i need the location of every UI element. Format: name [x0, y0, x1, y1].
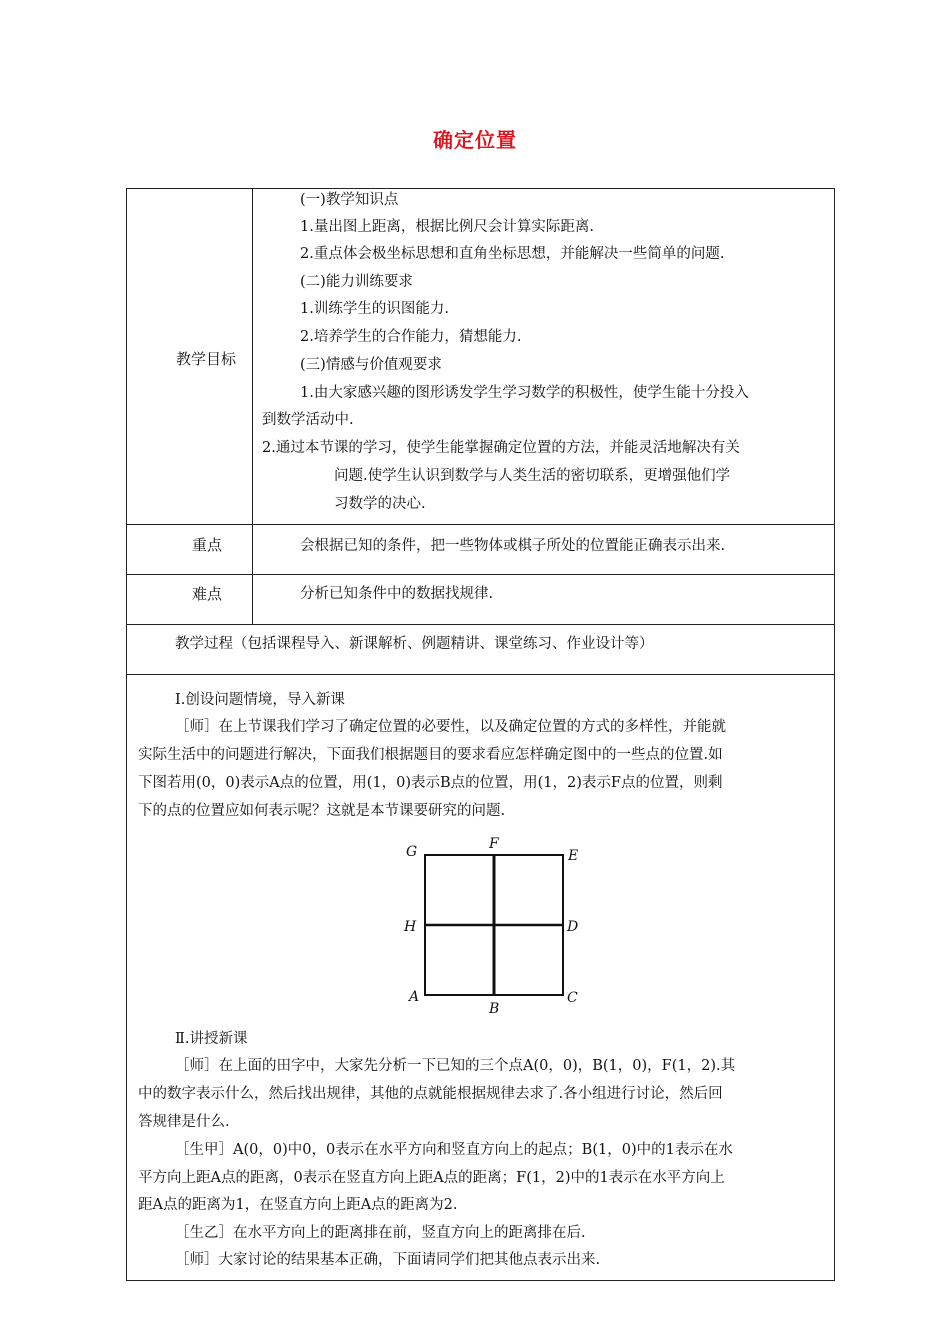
point-label-g: G: [406, 844, 418, 860]
objective-line: 2.重点体会极坐标思想和直角坐标思想，并能解决一些简单的问题.: [300, 246, 725, 262]
point-label-b: B: [489, 1001, 500, 1017]
objective-line: 问题.使学生认识到数学与人类生活的密切联系，更增强他们学: [334, 468, 731, 484]
key-point-label: 重点: [192, 536, 223, 554]
objective-line: 习数学的决心.: [334, 496, 426, 512]
section2-line: 距A点的距离为1，在竖直方向上距A点的距离为2.: [138, 1197, 458, 1213]
section1-line: 下图若用(0，0)表示A点的位置，用(1，0)表示B点的位置，用(1，2)表示F点的位置，则剩: [138, 775, 723, 791]
page-title: 确定位置: [433, 128, 517, 152]
objective-line: 1.由大家感兴趣的图形诱发学生学习数学的积极性，使学生能十分投入: [300, 385, 749, 401]
objective-line: 1.训练学生的识图能力.: [300, 301, 449, 317]
section1-line: 下的点的位置应如何表示呢？这就是本节课要研究的问题.: [138, 803, 506, 819]
point-label-e: E: [568, 848, 579, 864]
grid-figure: [395, 832, 595, 1026]
point-label-f: F: [489, 836, 499, 852]
column-divider: [252, 188, 253, 624]
section2-line: 中的数字表示什么，然后找出规律，其他的点就能根据规律去求了.各小组进行讨论，然后回: [138, 1086, 723, 1102]
section2-heading: Ⅱ.讲授新课: [175, 1031, 248, 1047]
objective-line: (三)情感与价值观要求: [300, 357, 442, 373]
key-point-text: 会根据已知的条件，把一些物体或棋子所处的位置能正确表示出来.: [300, 538, 726, 554]
section2-line: ［师］在上面的田字中，大家先分析一下已知的三个点A(0，0)，B(1，0)，F(1，2).其: [175, 1058, 736, 1074]
point-label-c: C: [567, 990, 578, 1006]
objective-line: 2.通过本节课的学习，使学生能掌握确定位置的方法，并能灵活地解决有关: [262, 440, 740, 456]
objective-line: (一)教学知识点: [300, 192, 399, 208]
objective-line: 2.培养学生的合作能力，猜想能力.: [300, 329, 522, 345]
objective-line: (二)能力训练要求: [300, 274, 413, 290]
section2-line: ［生乙］在水平方向上的距离排在前，竖直方向上的距离排在后.: [175, 1225, 586, 1241]
objective-line: 到数学活动中.: [262, 412, 354, 428]
section2-line: 平方向上距A点的距离，0表示在竖直方向上距A点的距离；F(1，2)中的1表示在水平方向上: [138, 1170, 725, 1186]
section2-line: 答规律是什么.: [138, 1114, 230, 1130]
section1-heading: Ⅰ.创设问题情境，导入新课: [175, 692, 345, 708]
row-divider: [126, 674, 835, 675]
point-label-d: D: [567, 919, 579, 935]
objectives-label: 教学目标: [176, 350, 237, 368]
section2-line: ［师］大家讨论的结果基本正确，下面请同学们把其他点表示出来.: [175, 1252, 601, 1268]
point-label-h: H: [404, 919, 417, 935]
section1-line: ［师］在上节课我们学习了确定位置的必要性，以及确定位置的方式的多样性，并能就: [175, 719, 726, 735]
point-label-a: A: [409, 989, 420, 1005]
difficulty-label: 难点: [192, 585, 223, 603]
difficulty-text: 分析已知条件中的数据找规律.: [300, 586, 494, 602]
section1-line: 实际生活中的问题进行解决，下面我们根据题目的要求看应怎样确定图中的一些点的位置.如: [138, 747, 723, 763]
process-header: 教学过程（包括课程导入、新课解析、例题精讲、课堂练习、作业设计等）: [175, 636, 654, 652]
row-divider: [126, 624, 835, 625]
row-divider: [126, 574, 835, 575]
section2-line: ［生甲］A(0，0)中0，0表示在水平方向和竖直方向上的起点；B(1，0)中的1表示在水: [175, 1142, 733, 1158]
objective-line: 1.量出图上距离，根据比例尺会计算实际距离.: [300, 219, 594, 235]
row-divider: [126, 524, 835, 525]
